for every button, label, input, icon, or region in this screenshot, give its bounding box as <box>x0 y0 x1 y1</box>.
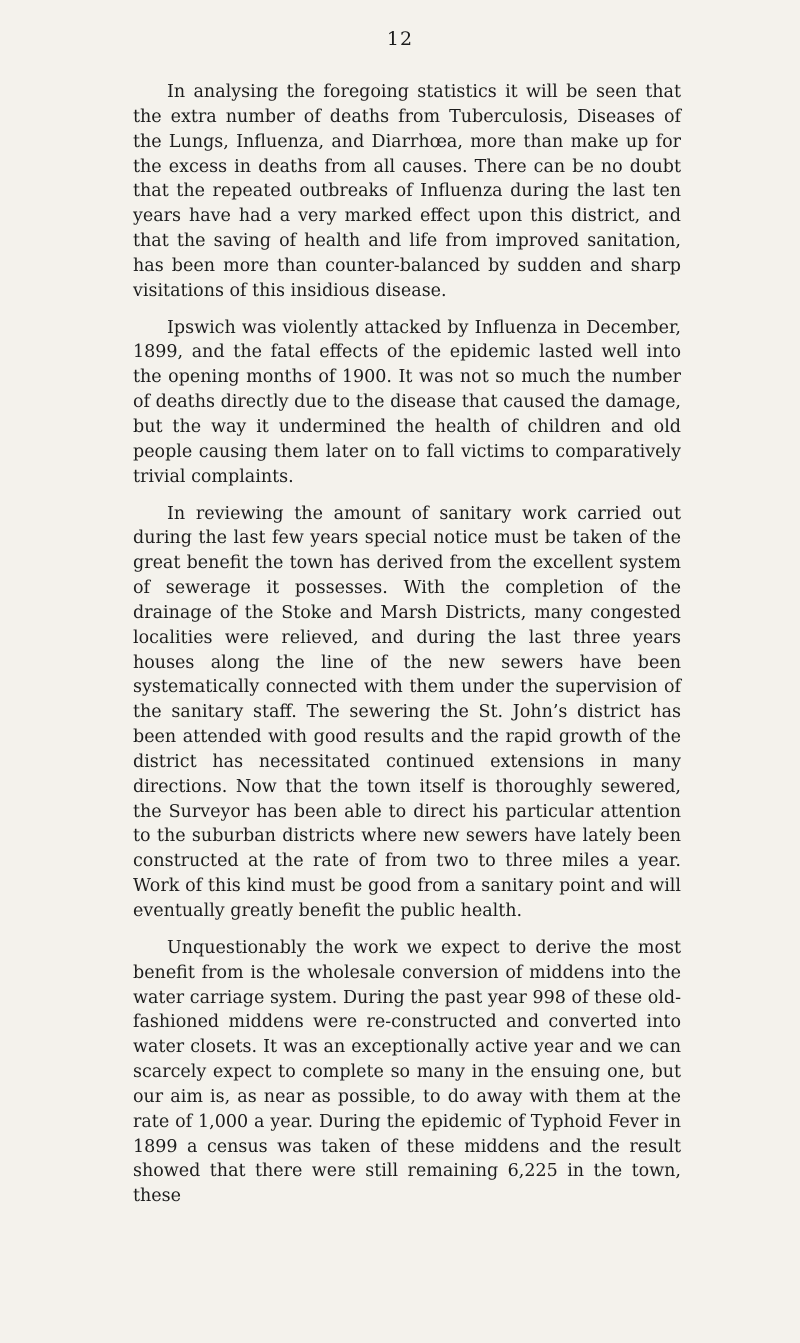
body-text <box>133 80 681 1221</box>
paragraph-influenza-statistics: In analysing the foregoing statistics it will be seen that the extra number of deaths from Tuberculosis, Diseases of the Lungs, Influenza, and Diarrhœa, more than make up for the excess in deaths from all causes. There can be no doubt that the repeated outbreaks of Influenza during the last ten years have had a very marked effect upon this district, and that the saving of health and life from improved sanitation, has been more than counter-balanced by sudden and sharp visitations of this insidious disease. <box>133 82 681 301</box>
paragraph-midden-conversion: Unquestionably the work we expect to derive the most benefit from is the wholesale conversion of middens into the water carriage system. During the past year 998 of these old-fashioned middens were re-constructed and converted into water closets. It was an exceptionally active year and we can scarcely expect to complete so many in the ensuing one, but our aim is, as near as possible, to do away with them at the rate of 1,000 a year. During the epidemic of Typhoid Fever in 1899 a census was taken of these middens and the result showed that there were still remaining 6,225 in the town, these <box>133 937 681 1207</box>
paragraph-ipswich-epidemic: Ipswich was violently attacked by Influenza in December, 1899, and the fatal effects of the epidemic lasted well into the opening months of 1900. It was not so much the number of deaths directly due to the disease that caused the damage, but the way it undermined the health of children and old people causing them later on to fall victims to comparatively trivial complaints. <box>133 317 681 487</box>
page-number: 12 <box>386 28 414 50</box>
paragraph-sanitary-work: In reviewing the amount of sanitary work carried out during the last few years special notice must be taken of the great benefit the town has derived from the excellent system of sewerage it possesses. With the completion of the drainage of the Stoke and Marsh Districts, many congested localities were relieved, and during the last three years houses along the line of the new sewers have been systematically connected with them under the supervision of the sanitary staff. The sewering the St. John’s district has been attended with good results and the rapid growth of the district has necessitated continued extensions in many directions. Now that the town itself is thoroughly sewered, the Surveyor has been able to direct his particular attention to the suburban districts where new sewers have lately been constructed at the rate of from two to three miles a year. Work of this kind must be good from a sanitary point and will eventually greatly benefit the public health. <box>133 503 681 921</box>
